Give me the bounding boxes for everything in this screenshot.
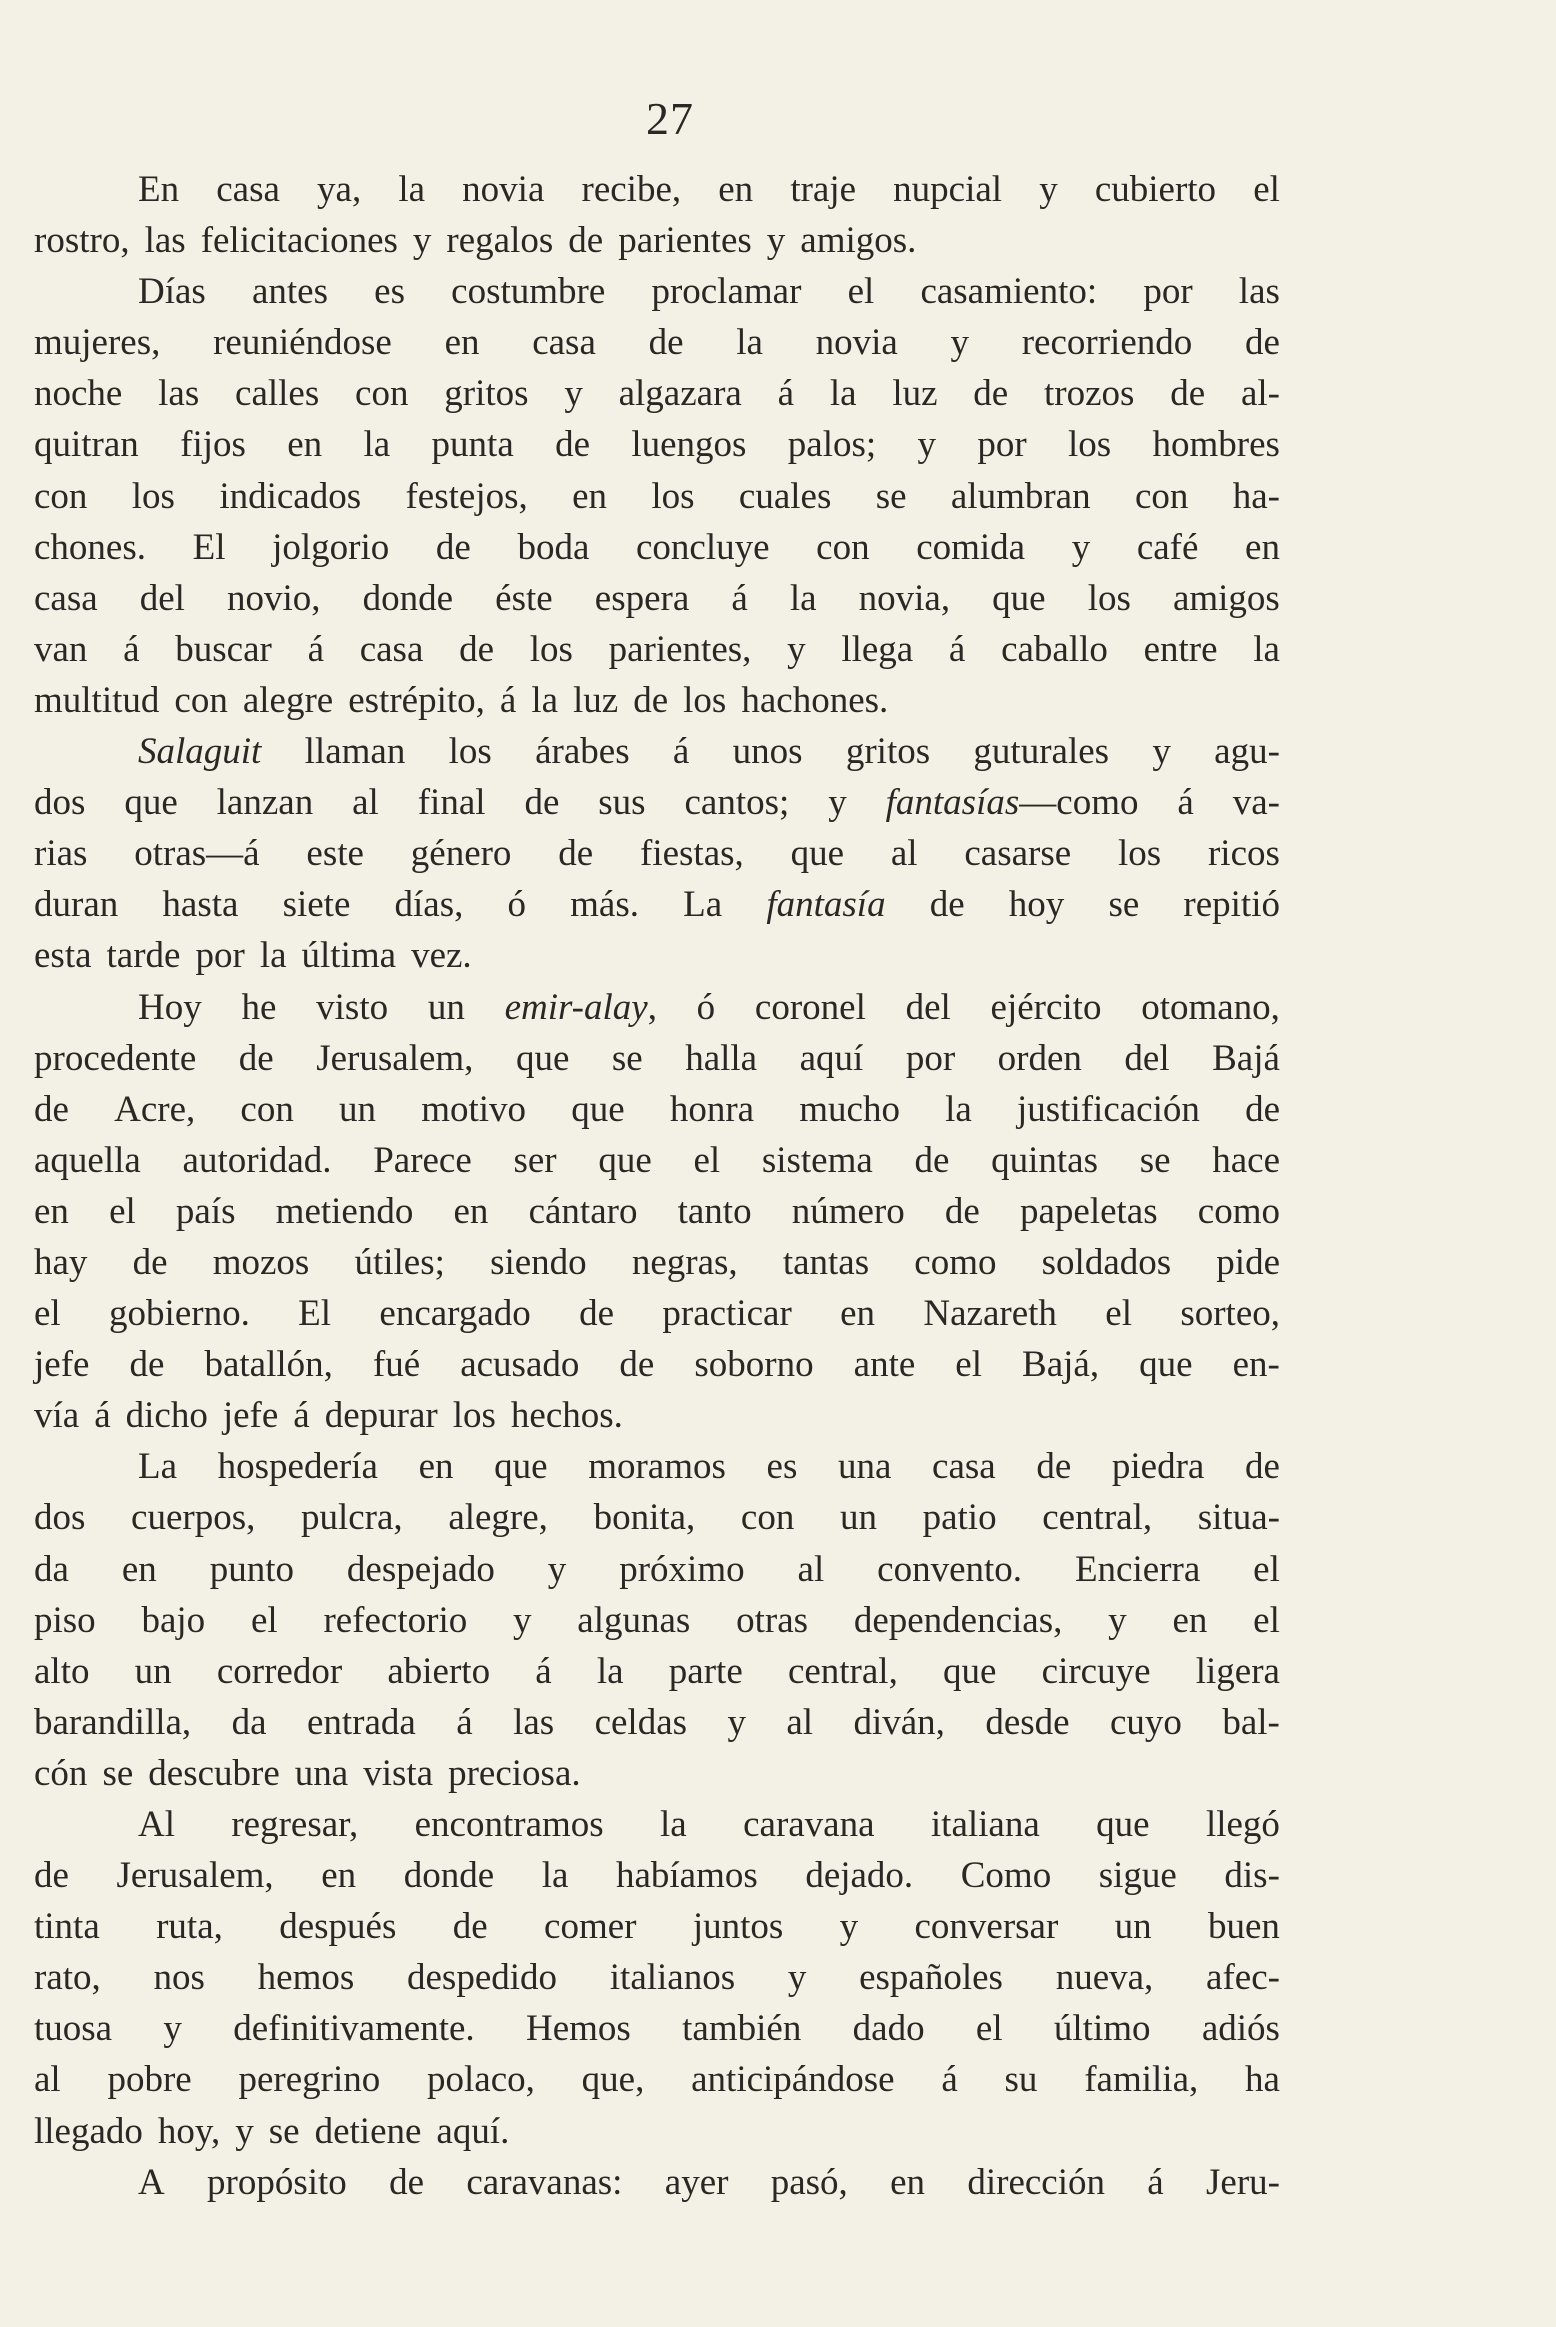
text-line: con los indicados festejos, en los cuales se alumbran con ha-: [34, 475, 1280, 517]
text-line: alto un corredor abierto á la parte central, que circuye ligera: [34, 1650, 1280, 1692]
text-line: el gobierno. El encargado de practicar en Nazareth el sorteo,: [34, 1293, 1280, 1335]
text-line: barandilla, da entrada á las celdas y al diván, desde cuyo bal-: [34, 1701, 1280, 1743]
text-line: llegado hoy, y se detiene aquí.: [34, 2110, 510, 2152]
text-line: En casa ya, la novia recibe, en traje nupcial y cubierto el: [138, 169, 1280, 210]
text-line: multitud con alegre estrépito, á la luz de los hachones.: [34, 679, 889, 721]
text-line: hay de mozos útiles; siendo negras, tantas como soldados pide: [34, 1241, 1280, 1283]
text-line: van á buscar á casa de los parientes, y llega á caballo entre la: [34, 628, 1280, 670]
text-line: tuosa y definitivamente. Hemos también dado el último adiós: [34, 2008, 1280, 2050]
text-line: tinta ruta, después de comer juntos y conversar un buen: [34, 1906, 1280, 1948]
text-line: dos que lanzan al final de sus cantos; y fantasías—como á va-: [34, 782, 1280, 824]
text-line: de Jerusalem, en donde la habíamos dejado. Como sigue dis-: [34, 1855, 1280, 1897]
text-line: A propósito de caravanas: ayer pasó, en dirección á Jeru-: [138, 2161, 1280, 2203]
text-line: de Acre, con un motivo que honra mucho la justificación de: [34, 1088, 1280, 1130]
text-line: Al regresar, encontramos la caravana italiana que llegó: [138, 1804, 1280, 1845]
text-line: dos cuerpos, pulcra, alegre, bonita, con un patio central, situa-: [34, 1497, 1280, 1539]
text-line: Días antes es costumbre proclamar el casamiento: por las: [138, 271, 1280, 313]
text-line: cón se descubre una vista preciosa.: [34, 1752, 581, 1794]
text-line: Hoy he visto un emir-alay, ó coronel del ejército otomano,: [138, 986, 1280, 1028]
text-line: procedente de Jerusalem, que se halla aquí por orden del Bajá: [34, 1037, 1280, 1079]
text-line: jefe de batallón, fué acusado de soborno ante el Bajá, que en-: [34, 1344, 1280, 1386]
text-line: al pobre peregrino polaco, que, anticipándose á su familia, ha: [34, 2059, 1280, 2101]
text-line: noche las calles con gritos y algazara á la luz de trozos de al-: [34, 373, 1280, 415]
text-line: mujeres, reuniéndose en casa de la novia y recorriendo de: [34, 322, 1280, 364]
text-line: piso bajo el refectorio y algunas otras dependencias, y en el: [34, 1599, 1280, 1641]
text-line: aquella autoridad. Parece ser que el sistema de quintas se hace: [34, 1139, 1280, 1181]
text-line: vía á dicho jefe á depurar los hechos.: [34, 1395, 623, 1437]
text-line: Salaguit llaman los árabes á unos gritos guturales y agu-: [138, 731, 1280, 773]
text-line: chones. El jolgorio de boda concluye con comida y café en: [34, 526, 1280, 568]
text-line: rostro, las felicitaciones y regalos de parientes y amigos.: [34, 220, 917, 262]
text-line: esta tarde por la última vez.: [34, 935, 472, 977]
text-line: duran hasta siete días, ó más. La fantasía de hoy se repitió: [34, 884, 1280, 926]
body-text: [34, 164, 1280, 2208]
page-number: 27: [646, 93, 694, 144]
text-line: en el país metiendo en cántaro tanto número de papeletas como: [34, 1190, 1280, 1232]
text-line: quitran fijos en la punta de luengos palos; y por los hombres: [34, 424, 1280, 466]
text-line: rato, nos hemos despedido italianos y españoles nueva, afec-: [34, 1957, 1280, 1999]
text-line: La hospedería en que moramos es una casa de piedra de: [138, 1446, 1280, 1488]
text-line: rias otras—á este género de fiestas, que al casarse los ricos: [34, 833, 1280, 875]
text-line: da en punto despejado y próximo al convento. Encierra el: [34, 1548, 1280, 1590]
text-line: casa del novio, donde éste espera á la novia, que los amigos: [34, 577, 1280, 619]
